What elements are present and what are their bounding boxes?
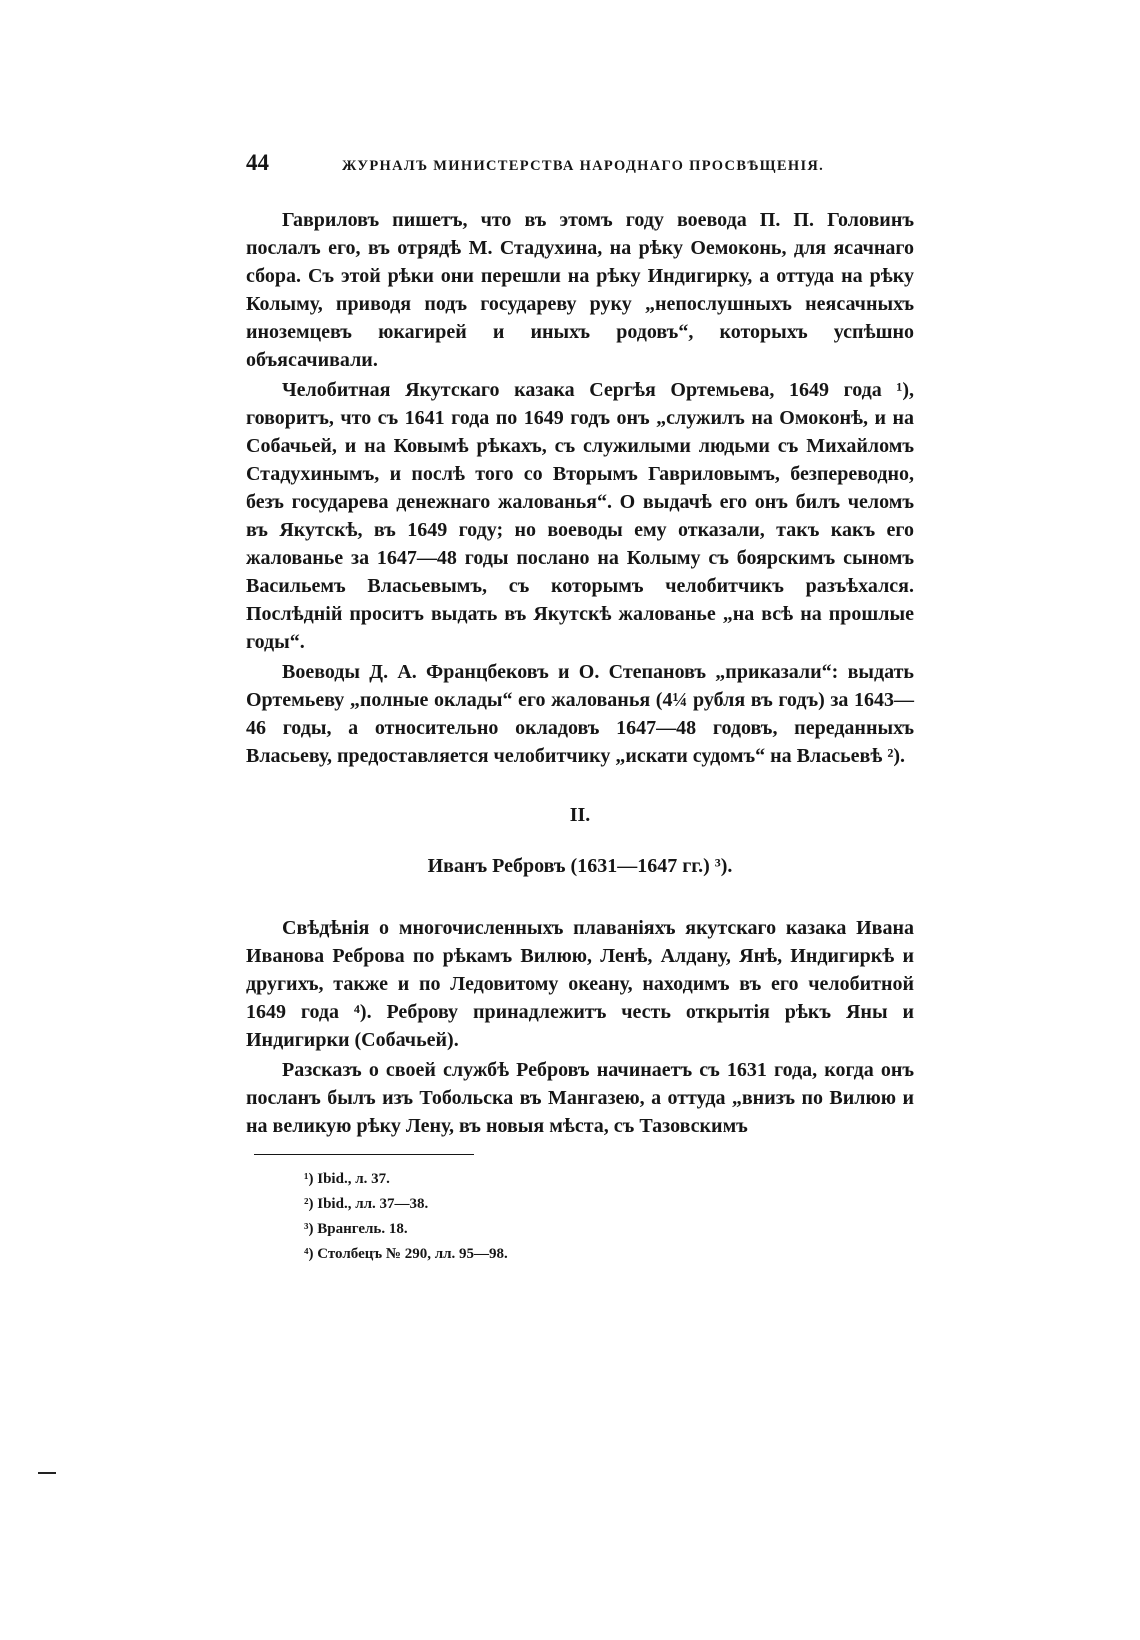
footnote <box>304 1192 914 1217</box>
running-head: ЖУРНАЛЪ МИНИСТЕРСТВА НАРОДНАГО ПРОСВѢЩЕНІЯ. <box>342 158 825 174</box>
footnote-text: Ibid., л. 37. <box>317 1171 390 1187</box>
footnote-mark: ²) <box>304 1196 314 1212</box>
footnotes <box>304 1167 914 1267</box>
footnote-text: Врангель. 18. <box>317 1221 408 1237</box>
paragraph: Разсказъ о своей службѣ Ребровъ начинаетъ съ 1631 года, когда онъ посланъ былъ изъ Тобольска въ Мангазею, а оттуда „внизъ по Вилюю и на великую рѣку Лену, въ новыя мѣста, съ Тазовскимъ <box>246 1059 914 1137</box>
footnote-mark: ³) <box>304 1221 314 1237</box>
margin-mark <box>38 1472 56 1474</box>
footnote-mark: ¹) <box>304 1171 314 1187</box>
paragraph: Гавриловъ пишетъ, что въ этомъ году воевода П. П. Головинъ послалъ его, въ отрядѣ М. Стадухина, на рѣку Оемоконь, для ясачнаго сбора. Съ этой рѣки они перешли на рѣку Индигирку, а оттуда на рѣку Колыму, приводя подъ государеву руку „непослушныхъ неясачныхъ иноземцевъ юкагирей и иныхъ родовъ“, которыхъ успѣшно объясачивали. <box>246 209 914 371</box>
footnote <box>304 1242 914 1267</box>
footnote <box>304 1167 914 1192</box>
page-number: 44 <box>246 150 269 175</box>
paragraph: Свѣдѣнія о многочисленныхъ плаваніяхъ якутскаго казака Ивана Иванова Реброва по рѣкамъ Вилюю, Ленѣ, Алдану, Янѣ, Индигиркѣ и другихъ, также и по Ледовитому океану, находимъ въ его челобитной 1649 года ⁴). Реброву принадлежитъ честь открытія рѣкъ Яны и Индигирки (Собачьей). <box>246 917 914 1051</box>
section-number: II. <box>569 804 591 826</box>
footnote-text: Ibid., лл. 37—38. <box>317 1196 429 1212</box>
footnote <box>304 1217 914 1242</box>
section-title: Иванъ Ребровъ (1631—1647 гг.) ³). <box>427 855 733 877</box>
page <box>246 150 914 1267</box>
footnote-rule <box>254 1154 474 1155</box>
paragraph: Челобитная Якутскаго казака Сергѣя Ортемьева, 1649 года ¹), говоритъ, что съ 1641 года по 1649 годъ онъ „служилъ на Омоконѣ, и на Собачьей, и на Ковымѣ рѣкахъ, съ служилыми людьми съ Михайломъ Стадухинымъ, и послѣ того со Вторымъ Гавриловымъ, безпереводно, безъ государева денежнаго жалованья“. О выдачѣ его онъ билъ челомъ въ Якутскѣ, въ 1649 году; но воеводы ему отказали, такъ какъ его жалованье за 1647—48 годы послано на Колыму съ боярскимъ сыномъ Васильемъ Власьевымъ, съ которымъ челобитчикъ разъѣхался. Послѣдній проситъ выдать въ Якутскѣ жалованье „на всѣ на прошлые годы“. <box>246 379 914 653</box>
paragraph: Воеводы Д. А. Францбековъ и О. Степановъ „приказали“: выдать Ортемьеву „полные оклады“ его жалованья (4¼ рубля въ годъ) за 1643—46 годы, а относительно окладовъ 1647—48 годовъ, переданныхъ Власьеву, предоставляется челобитчику „искати судомъ“ на Власьевѣ ²). <box>246 661 914 767</box>
footnote-mark: ⁴) <box>304 1246 314 1262</box>
page-header <box>246 150 914 176</box>
footnote-text: Столбецъ № 290, лл. 95—98. <box>317 1246 508 1262</box>
